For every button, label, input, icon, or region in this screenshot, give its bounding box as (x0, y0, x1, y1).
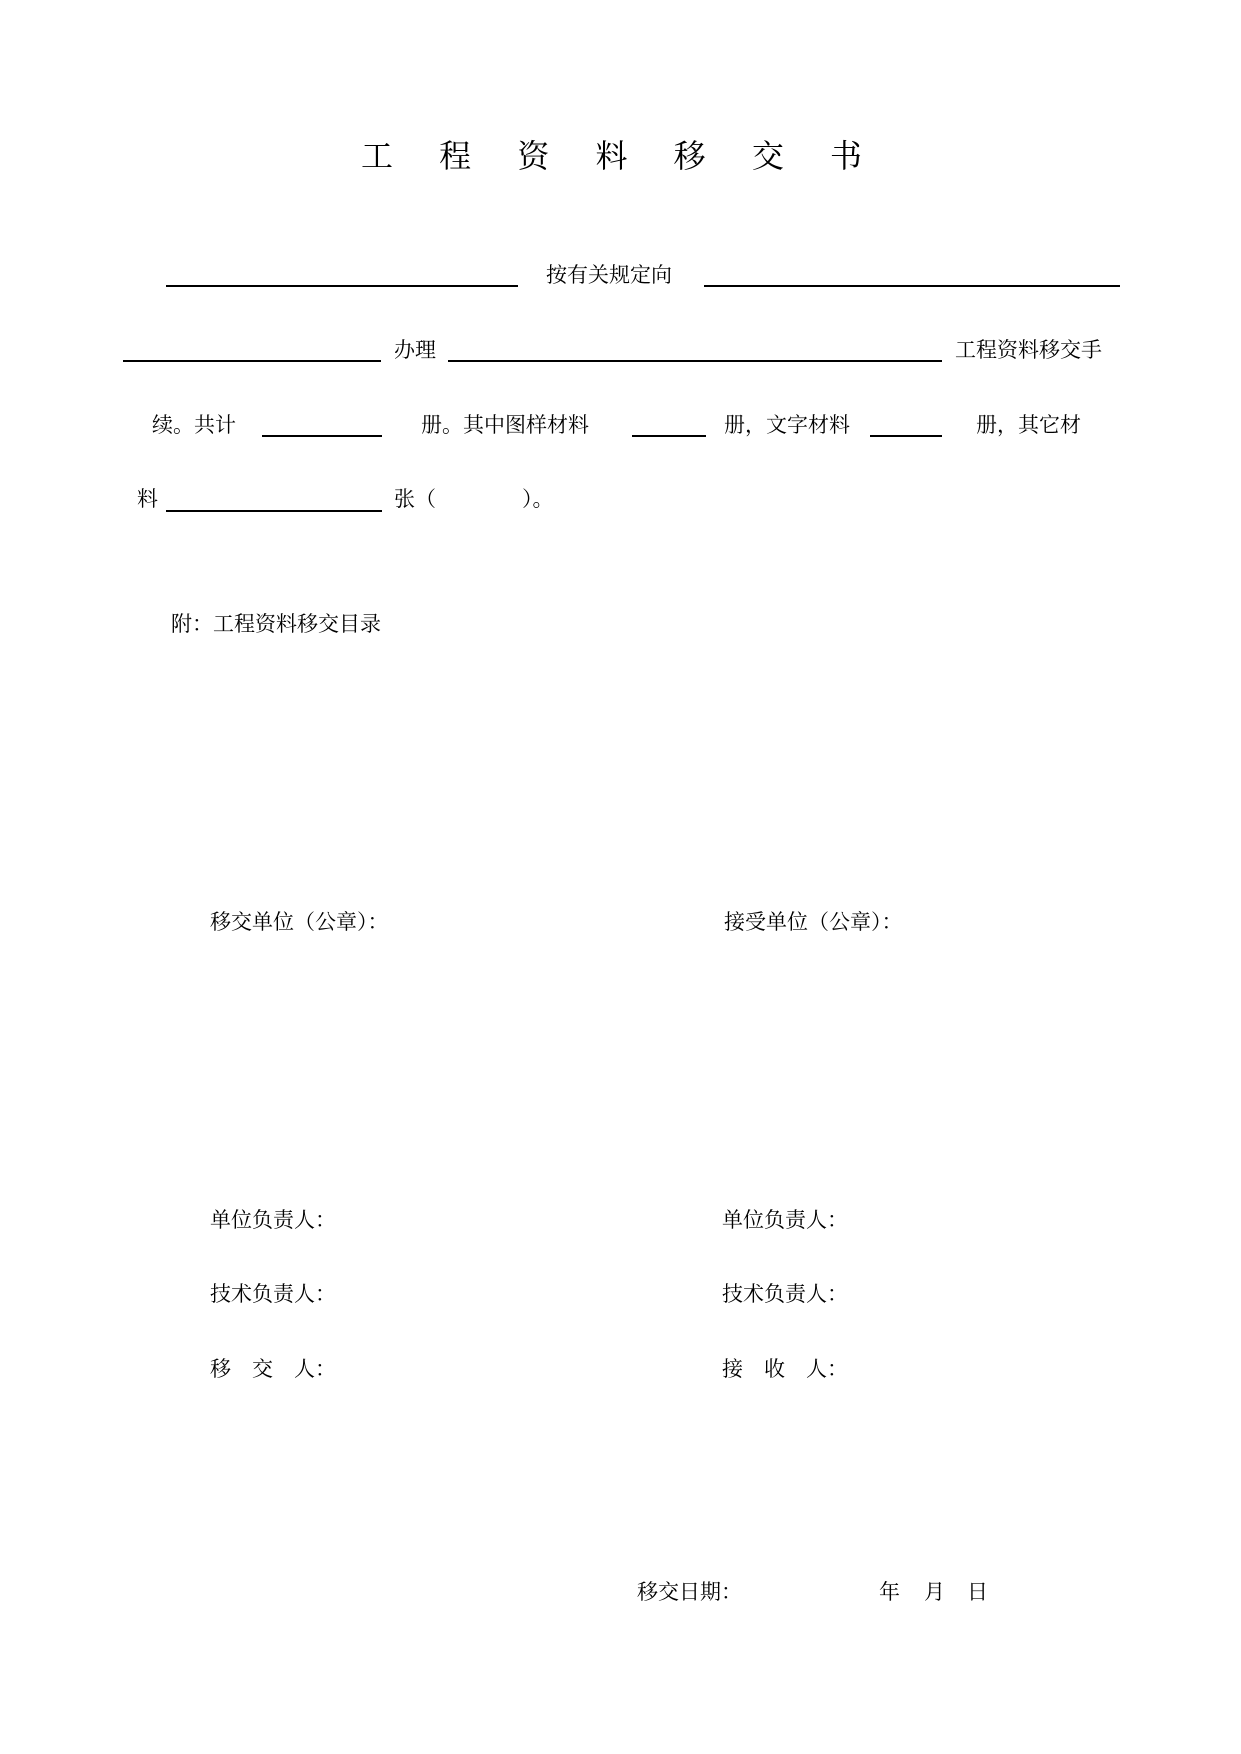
receive-unit-head-label: 单位负责人： (722, 1208, 848, 1232)
date-day-label: 日 (967, 1580, 988, 1604)
total-volumes-blank[interactable] (262, 435, 382, 437)
document-title: 工 程 资 料 移 交 书 (360, 137, 881, 175)
volumes-text: 册。其中图样材料 (421, 413, 589, 437)
transfer-unit-head-label: 单位负责人： (210, 1208, 336, 1232)
other-sheets-blank[interactable] (166, 510, 382, 512)
recipient-unit-blank[interactable] (166, 285, 518, 287)
text-volumes-blank[interactable] (870, 435, 942, 437)
receiver-blank[interactable] (704, 285, 1120, 287)
date-year-label: 年 (879, 1580, 900, 1604)
drawing-volumes-blank[interactable] (632, 435, 706, 437)
receive-unit-seal-label: 接受单位（公章）： (724, 910, 903, 934)
procedure-text-a: 工程资料移交手 (955, 338, 1102, 362)
transfer-date-label: 移交日期： (637, 1580, 742, 1604)
text-material-text: 册，文字材料 (724, 413, 850, 437)
other-material-text-a: 册，其它材 (976, 413, 1081, 437)
date-month-label: 月 (924, 1580, 945, 1604)
direction-text: 按有关规定向 (546, 263, 672, 287)
project-detail-blank[interactable] (448, 360, 942, 362)
procedure-text-b: 续。共计 (152, 413, 236, 437)
transfer-unit-seal-label: 移交单位（公章）： (210, 910, 389, 934)
project-name-blank[interactable] (123, 360, 381, 362)
sheets-open-text: 张（ (394, 487, 436, 511)
receive-person-label: 接 收 人： (722, 1357, 848, 1381)
sheets-close-text: ）。 (522, 487, 554, 511)
handle-text: 办理 (394, 338, 436, 362)
transfer-unit-tech-label: 技术负责人： (210, 1282, 336, 1306)
other-material-text-b: 料 (137, 487, 158, 511)
attachment-label: 附：工程资料移交目录 (171, 612, 381, 636)
transfer-person-label: 移 交 人： (210, 1357, 336, 1381)
receive-unit-tech-label: 技术负责人： (722, 1282, 848, 1306)
